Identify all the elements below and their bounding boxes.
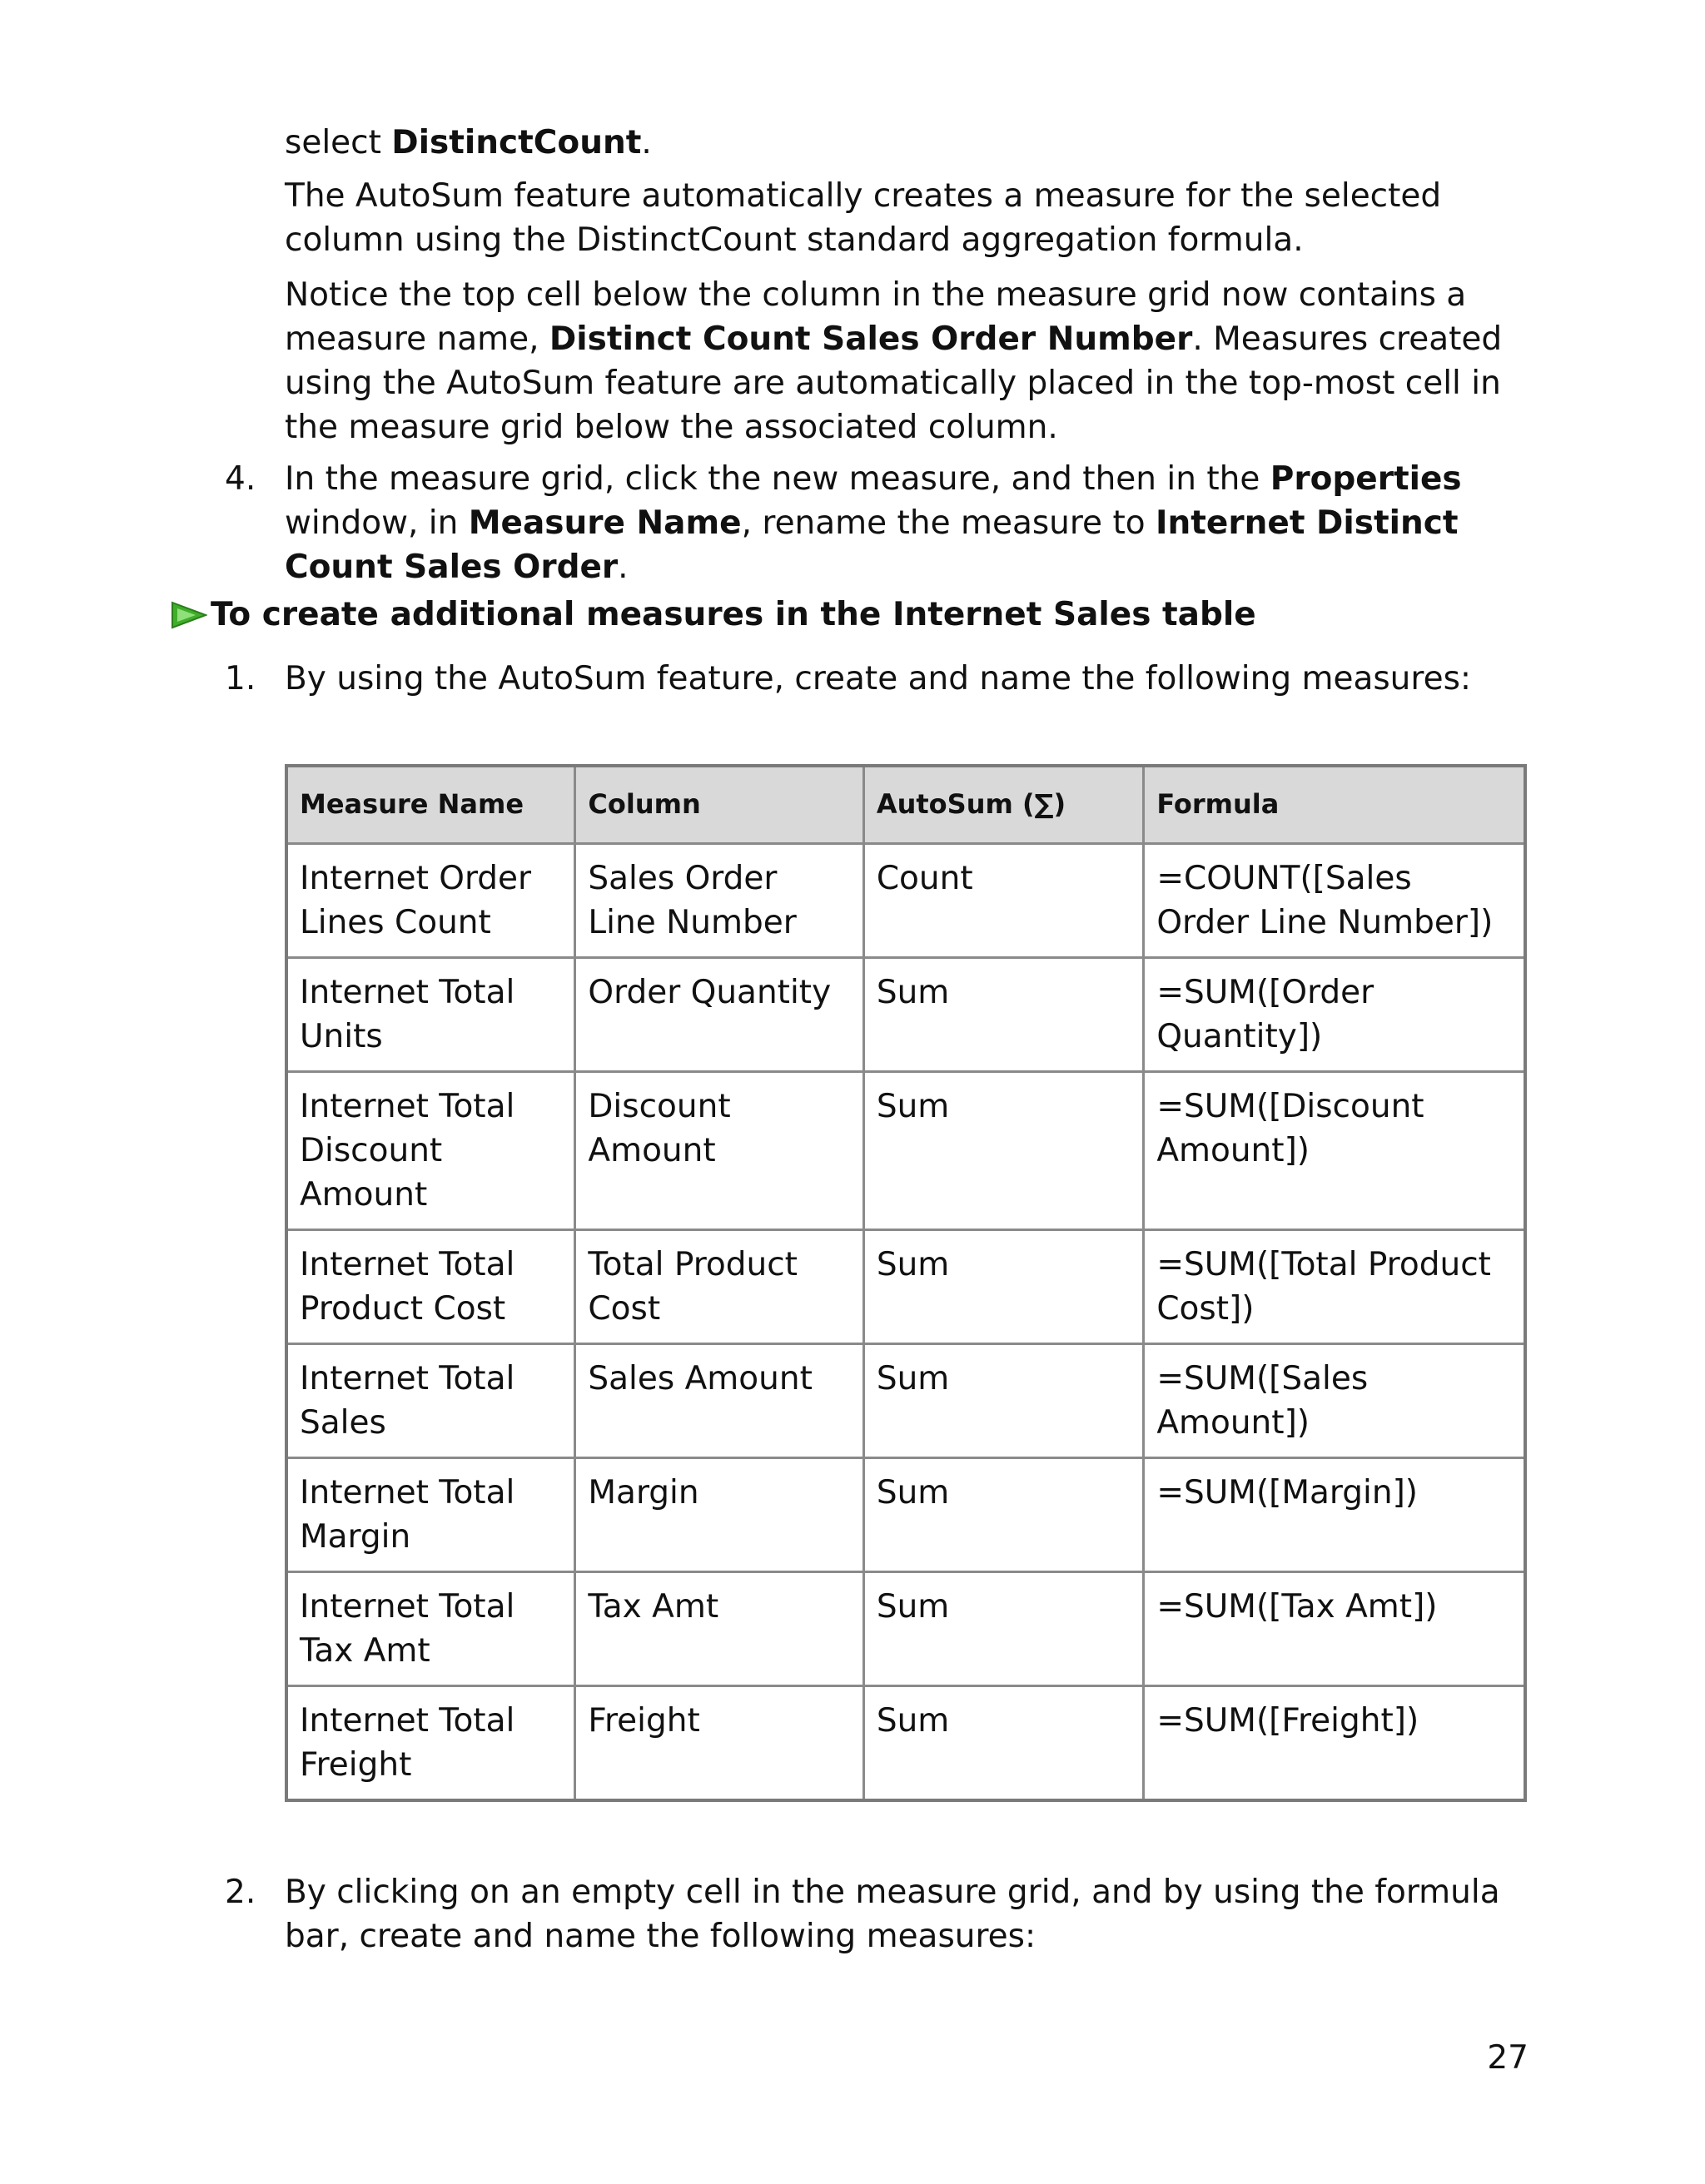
formula-cell: =SUM([Margin]) xyxy=(1144,1458,1525,1572)
column-cell: Order Quantity xyxy=(575,958,863,1072)
distinct-count-term: DistinctCount xyxy=(391,124,642,161)
autosum-cell: Sum xyxy=(863,1072,1144,1230)
measure-name-cell: Internet Total Sales xyxy=(286,1344,575,1458)
column-cell: Discount Amount xyxy=(575,1072,863,1230)
green-triangle-arrow-icon xyxy=(171,601,207,629)
formula-cell: =SUM([Tax Amt]) xyxy=(1144,1572,1525,1686)
intro-line: select DistinctCount. xyxy=(285,124,652,161)
section-heading-text: To create additional measures in the Internet Sales table xyxy=(211,596,1256,633)
measure-name-term: Distinct Count Sales Order Number xyxy=(549,320,1193,358)
measure-name-cell: Internet Total Discount Amount xyxy=(286,1072,575,1230)
autosum-cell: Sum xyxy=(863,1572,1144,1686)
table-row xyxy=(286,1230,1525,1344)
column-cell: Sales Amount xyxy=(575,1344,863,1458)
measure-grid-notice: Notice the top cell below the column in the measure grid now contains a measure name, Distinct Count Sales Order Number. Measures created using the AutoSum feature are automatically placed in the top-most cell in the measure grid below the associated column. xyxy=(285,276,1503,446)
column-cell: Margin xyxy=(575,1458,863,1572)
formula-cell: =SUM([Total Product Cost]) xyxy=(1144,1230,1525,1344)
column-cell: Tax Amt xyxy=(575,1572,863,1686)
step-text: In the measure grid, click the new measure, and then in the Properties window, in Measure Name, rename the measure to Internet Distinct Count Sales Order. xyxy=(285,460,1462,586)
formula-cell: =SUM([Sales Amount]) xyxy=(1144,1344,1525,1458)
table-row xyxy=(286,1572,1525,1686)
autosum-cell: Sum xyxy=(863,958,1144,1072)
step-number: 2. xyxy=(225,1874,256,1911)
formula-cell: =SUM([Order Quantity]) xyxy=(1144,958,1525,1072)
table-row xyxy=(286,1686,1525,1801)
column-cell: Total Product Cost xyxy=(575,1230,863,1344)
measure-name-cell: Internet Order Lines Count xyxy=(286,844,575,958)
step-number: 4. xyxy=(225,460,256,498)
table-row xyxy=(286,958,1525,1072)
autosum-cell: Sum xyxy=(863,1230,1144,1344)
column-cell: Sales Order Line Number xyxy=(575,844,863,958)
header-column: Column xyxy=(575,766,863,844)
formula-cell: =SUM([Discount Amount]) xyxy=(1144,1072,1525,1230)
measures-table xyxy=(285,764,1527,1802)
measure-name-cell: Internet Total Units xyxy=(286,958,575,1072)
step-number: 1. xyxy=(225,660,256,697)
table-header-row xyxy=(286,766,1525,844)
table-row xyxy=(286,844,1525,958)
column-cell: Freight xyxy=(575,1686,863,1801)
autosum-cell: Sum xyxy=(863,1458,1144,1572)
header-measure-name: Measure Name xyxy=(286,766,575,844)
table-row xyxy=(286,1458,1525,1572)
measure-name-cell: Internet Total Tax Amt xyxy=(286,1572,575,1686)
measure-name-cell: Internet Total Freight xyxy=(286,1686,575,1801)
autosum-cell: Count xyxy=(863,844,1144,958)
step-text: By clicking on an empty cell in the measure grid, and by using the formula bar, create and name the following measures: xyxy=(285,1874,1500,1955)
page-number: 27 xyxy=(1487,2039,1529,2077)
formula-cell: =SUM([Freight]) xyxy=(1144,1686,1525,1801)
autosum-description: The AutoSum feature automatically creates a measure for the selected column using the DistinctCount standard aggregation formula. xyxy=(285,177,1442,259)
step-text: By using the AutoSum feature, create and name the following measures: xyxy=(285,660,1472,697)
measure-name-cell: Internet Total Product Cost xyxy=(286,1230,575,1344)
table-row xyxy=(286,1344,1525,1458)
autosum-cell: Sum xyxy=(863,1686,1144,1801)
measure-name-cell: Internet Total Margin xyxy=(286,1458,575,1572)
section-heading xyxy=(171,593,1256,637)
table-row xyxy=(286,1072,1525,1230)
header-autosum: AutoSum (∑) xyxy=(863,766,1144,844)
header-formula: Formula xyxy=(1144,766,1525,844)
autosum-cell: Sum xyxy=(863,1344,1144,1458)
formula-cell: =COUNT([Sales Order Line Number]) xyxy=(1144,844,1525,958)
